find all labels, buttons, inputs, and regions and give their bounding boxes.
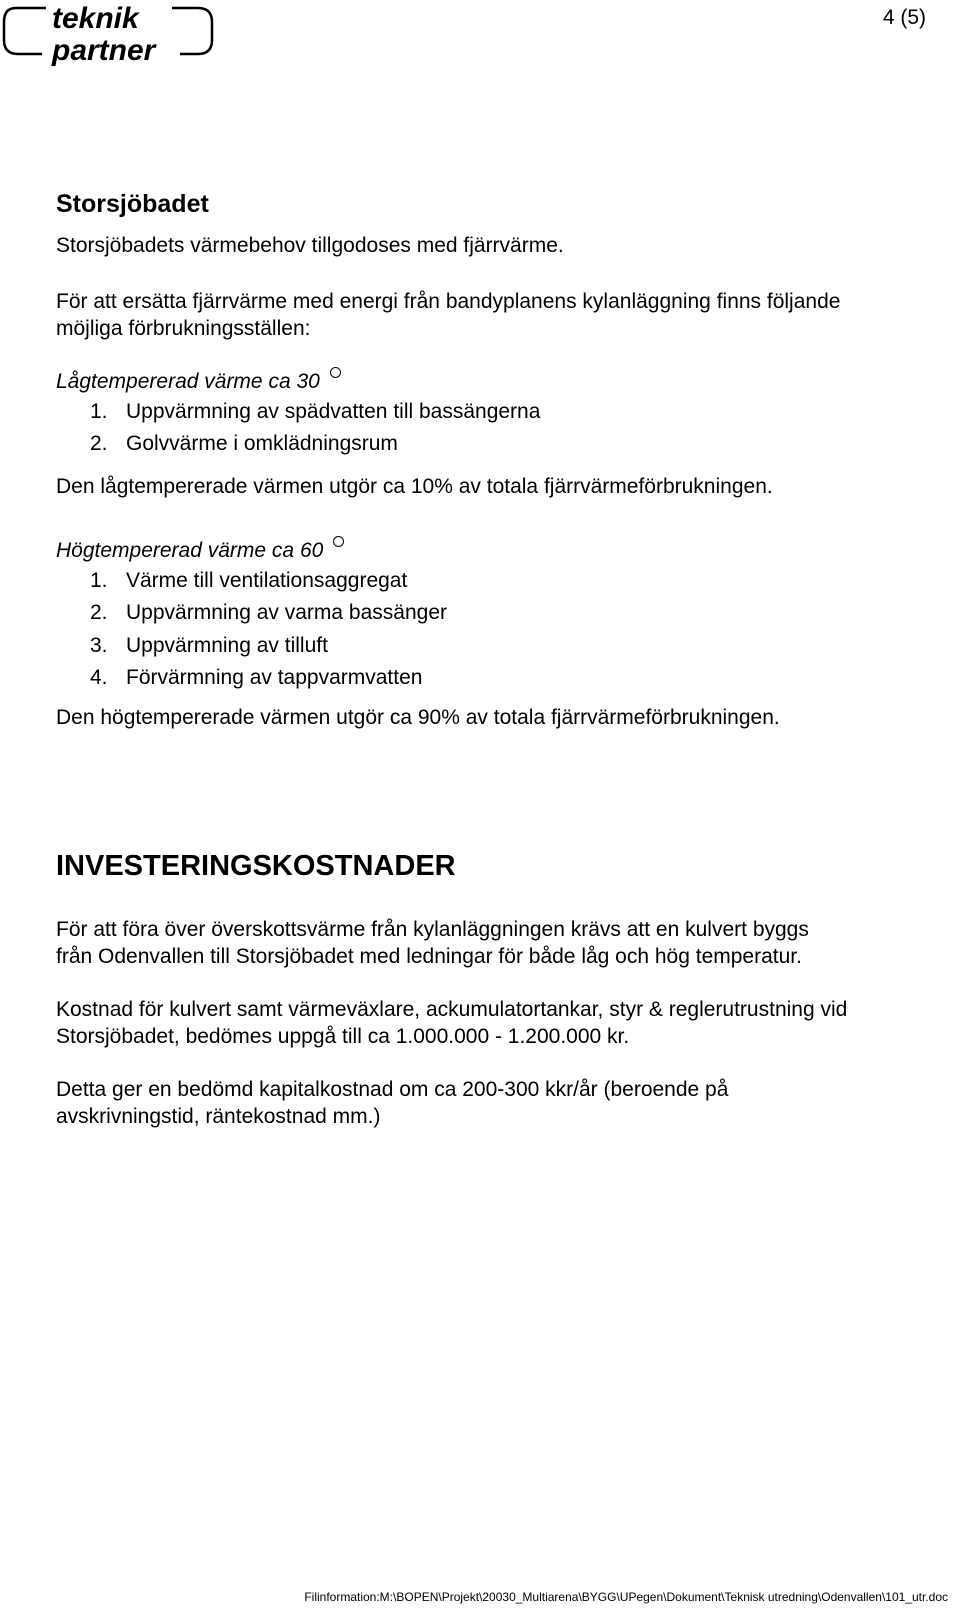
high-temp-summary: Den högtempererade värmen utgör ca 90% av totala fjärrvärmeförbrukningen. [56,706,780,729]
list-text: Uppvärmning av spädvatten till bassängerna [126,400,541,423]
section-heading-investeringskostnader: INVESTERINGSKOSTNADER [56,850,456,882]
paragraph-line: möjliga förbrukningsställen: [56,317,311,340]
list-number: 1. [90,569,108,592]
list-number: 3. [90,634,108,657]
paragraph-line: För att föra över överskottsvärme från kylanläggningen krävs att en kulvert byggs [56,918,809,941]
list-item [90,634,328,658]
list-number: 2. [90,601,108,624]
list-text: Förvärmning av tappvarmvatten [126,666,423,689]
list-text: Golvvärme i omklädningsrum [126,432,398,455]
intro-paragraph: Storsjöbadets värmebehov tillgodoses med fjärrvärme. [56,234,564,257]
section-heading-storsjobadet: Storsjöbadet [56,190,209,218]
paragraph-line: Detta ger en bedömd kapitalkostnad om ca 200-300 kkr/år (beroende på [56,1078,729,1101]
high-temp-title-text: Högtempererad värme ca 60 [56,539,324,562]
paragraph-line: För att ersätta fjärrvärme med energi från bandyplanens kylanläggning finns följande [56,290,841,313]
logo-line2: partner [52,34,156,67]
list-item [90,569,407,593]
list-item [90,432,398,456]
paragraph-line: från Odenvallen till Storsjöbadet med ledningar för både låg och hög temperatur. [56,945,802,968]
list-text: Värme till ventilationsaggregat [126,569,408,592]
list-item [90,666,422,690]
list-text: Uppvärmning av varma bassänger [126,601,447,624]
paragraph-line: Kostnad för kulvert samt värmeväxlare, ackumulatortankar, styr & reglerutrustning vid [56,998,848,1021]
page-number: 4 (5) [882,6,926,29]
paragraph-line: avskrivningstid, räntekostnad mm.) [56,1105,381,1128]
list-number: 1. [90,400,108,423]
list-text: Uppvärmning av tilluft [126,634,328,657]
list-item [90,400,540,424]
low-temp-title-text: Lågtempererad värme ca 30 [56,370,320,393]
degree-icon [330,367,341,378]
list-item [90,601,447,625]
list-number: 4. [90,666,108,689]
paragraph-line: Storsjöbadet, bedömes uppgå till ca 1.000.000 - 1.200.000 kr. [56,1025,630,1048]
degree-icon [333,536,344,547]
low-temp-title [56,367,341,397]
list-number: 2. [90,432,108,455]
low-temp-summary: Den lågtempererade värmen utgör ca 10% av totala fjärrvärmeförbrukningen. [56,475,773,498]
company-logo [2,0,216,70]
logo-line1: teknik [52,2,139,35]
file-info-footer: Filinformation:M:\BOPEN\Projekt\20030_Multiarena\BYGG\UPegen\Dokument\Teknisk utredning\Odenvallen\101_utr.doc [304,1590,948,1604]
high-temp-title [56,536,344,566]
